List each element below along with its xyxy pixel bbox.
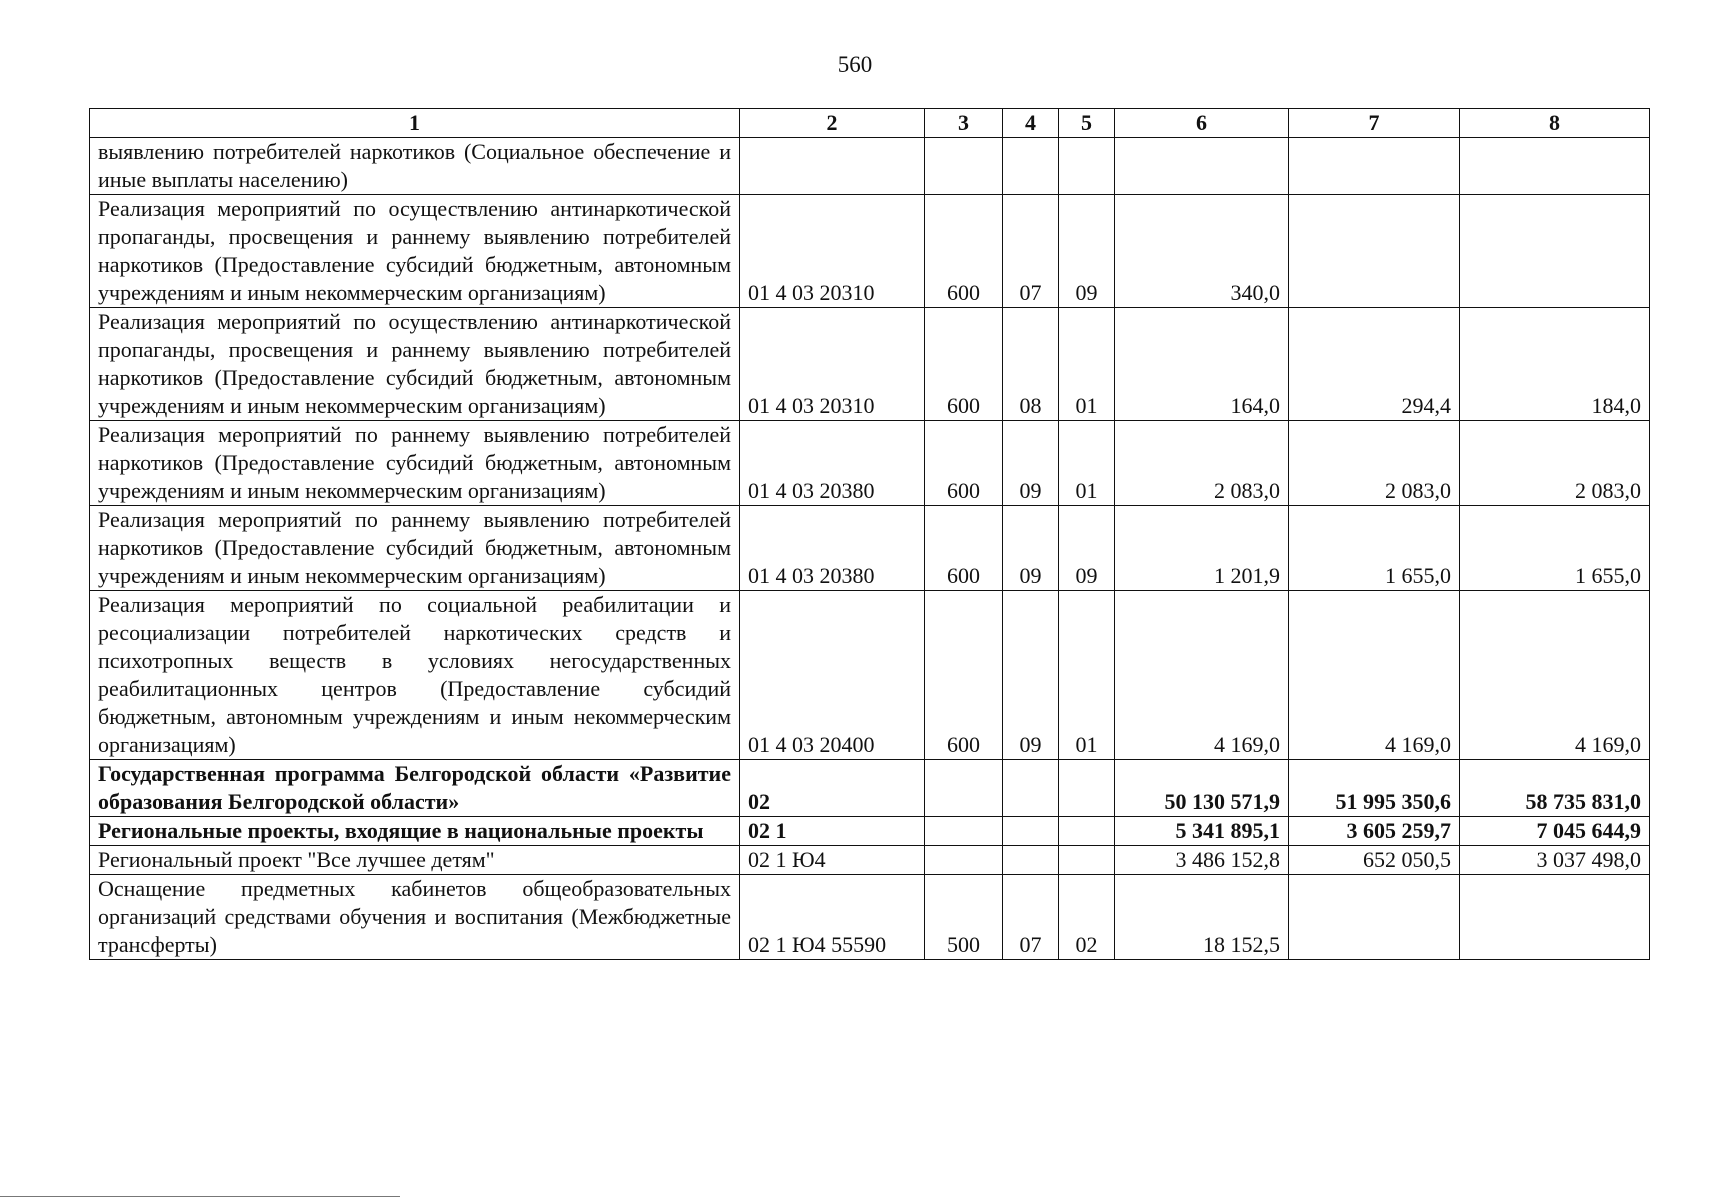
row-value-7: 3 605 259,7 [1289,817,1460,846]
row-code: 01 4 03 20310 [740,308,925,421]
scan-edge-line [0,1196,400,1197]
row-value-8: 184,0 [1460,308,1650,421]
row-value-8 [1460,138,1650,195]
row-value-8: 4 169,0 [1460,591,1650,760]
row-col3: 600 [925,591,1003,760]
row-value-6 [1115,138,1289,195]
column-header: 7 [1289,109,1460,138]
column-header: 5 [1059,109,1115,138]
row-col4: 09 [1003,591,1059,760]
row-col5: 09 [1059,506,1115,591]
row-col3 [925,138,1003,195]
row-col4 [1003,138,1059,195]
table-row [90,506,1650,591]
row-code: 01 4 03 20380 [740,506,925,591]
row-code [740,138,925,195]
row-value-6: 1 201,9 [1115,506,1289,591]
row-value-8: 2 083,0 [1460,421,1650,506]
table-row [90,591,1650,760]
table-row [90,817,1650,846]
row-code: 01 4 03 20380 [740,421,925,506]
row-col4 [1003,817,1059,846]
row-col4: 07 [1003,195,1059,308]
row-value-7: 2 083,0 [1289,421,1460,506]
row-col5 [1059,817,1115,846]
row-name: Региональный проект "Все лучшее детям" [90,846,740,875]
row-col3: 600 [925,195,1003,308]
row-value-6: 2 083,0 [1115,421,1289,506]
row-col4: 09 [1003,421,1059,506]
row-value-7: 1 655,0 [1289,506,1460,591]
row-name: Реализация мероприятий по раннему выявлению потребителей наркотиков (Предоставление субсидий бюджетным, автономным учреждениям и иным некоммерческим организациям) [90,421,740,506]
row-value-6: 5 341 895,1 [1115,817,1289,846]
row-col4 [1003,760,1059,817]
page-number: 560 [837,52,873,77]
row-col3 [925,846,1003,875]
row-value-8: 58 735 831,0 [1460,760,1650,817]
row-col3: 600 [925,421,1003,506]
budget-table [89,108,1650,960]
row-value-7: 294,4 [1289,308,1460,421]
row-code: 01 4 03 20400 [740,591,925,760]
row-code: 02 1 Ю4 [740,846,925,875]
row-col5: 01 [1059,308,1115,421]
row-name: Реализация мероприятий по осуществлению антинаркотической пропаганды, просвещения и раннему выявлению потребителей наркотиков (Предоставление субсидий бюджетным, автономным учреждениям и иным некоммерческим организациям) [90,308,740,421]
row-code: 02 1 [740,817,925,846]
row-value-7 [1289,195,1460,308]
row-value-6: 18 152,5 [1115,875,1289,960]
row-col5: 09 [1059,195,1115,308]
column-header: 1 [90,109,740,138]
column-header: 4 [1003,109,1059,138]
row-name: Оснащение предметных кабинетов общеобразовательных организаций средствами обучения и воспитания (Межбюджетные трансферты) [90,875,740,960]
row-value-8: 7 045 644,9 [1460,817,1650,846]
row-value-7 [1289,875,1460,960]
row-code: 02 [740,760,925,817]
row-col3: 600 [925,506,1003,591]
row-value-7: 4 169,0 [1289,591,1460,760]
row-col3: 600 [925,308,1003,421]
row-value-8: 1 655,0 [1460,506,1650,591]
row-col4: 07 [1003,875,1059,960]
row-value-8 [1460,195,1650,308]
row-value-7: 652 050,5 [1289,846,1460,875]
table-row [90,421,1650,506]
row-col3: 500 [925,875,1003,960]
row-name: Государственная программа Белгородской области «Развитие образования Белгородской области» [90,760,740,817]
row-col5: 01 [1059,591,1115,760]
row-name: Реализация мероприятий по осуществлению антинаркотической пропаганды, просвещения и раннему выявлению потребителей наркотиков (Предоставление субсидий бюджетным, автономным учреждениям и иным некоммерческим организациям) [90,195,740,308]
column-header: 2 [740,109,925,138]
row-name: Реализация мероприятий по социальной реабилитации и ресоциализации потребителей наркотических средств и психотропных веществ в условиях негосударственных реабилитационных центров (Предоставление субсидий бюджетным, автономным учреждениям и иным некоммерческим организациям) [90,591,740,760]
row-value-8 [1460,875,1650,960]
row-code: 02 1 Ю4 55590 [740,875,925,960]
row-col4: 08 [1003,308,1059,421]
row-value-6: 340,0 [1115,195,1289,308]
row-col5 [1059,846,1115,875]
row-code: 01 4 03 20310 [740,195,925,308]
row-col4 [1003,846,1059,875]
column-header: 6 [1115,109,1289,138]
row-value-7 [1289,138,1460,195]
row-col5: 01 [1059,421,1115,506]
table-row [90,138,1650,195]
header-row [90,109,1650,138]
table-row [90,875,1650,960]
table-row [90,846,1650,875]
row-value-6: 164,0 [1115,308,1289,421]
row-col5 [1059,138,1115,195]
row-col3 [925,817,1003,846]
row-value-6: 4 169,0 [1115,591,1289,760]
row-col3 [925,760,1003,817]
row-col5 [1059,760,1115,817]
table-row [90,195,1650,308]
row-name: Реализация мероприятий по раннему выявлению потребителей наркотиков (Предоставление субсидий бюджетным, автономным учреждениям и иным некоммерческим организациям) [90,506,740,591]
column-header: 8 [1460,109,1650,138]
table-row [90,308,1650,421]
row-name: Региональные проекты, входящие в национальные проекты [90,817,740,846]
table-row [90,760,1650,817]
row-col5: 02 [1059,875,1115,960]
row-name: выявлению потребителей наркотиков (Социальное обеспечение и иные выплаты населению) [90,138,740,195]
row-value-7: 51 995 350,6 [1289,760,1460,817]
row-col4: 09 [1003,506,1059,591]
column-header: 3 [925,109,1003,138]
row-value-8: 3 037 498,0 [1460,846,1650,875]
row-value-6: 50 130 571,9 [1115,760,1289,817]
row-value-6: 3 486 152,8 [1115,846,1289,875]
